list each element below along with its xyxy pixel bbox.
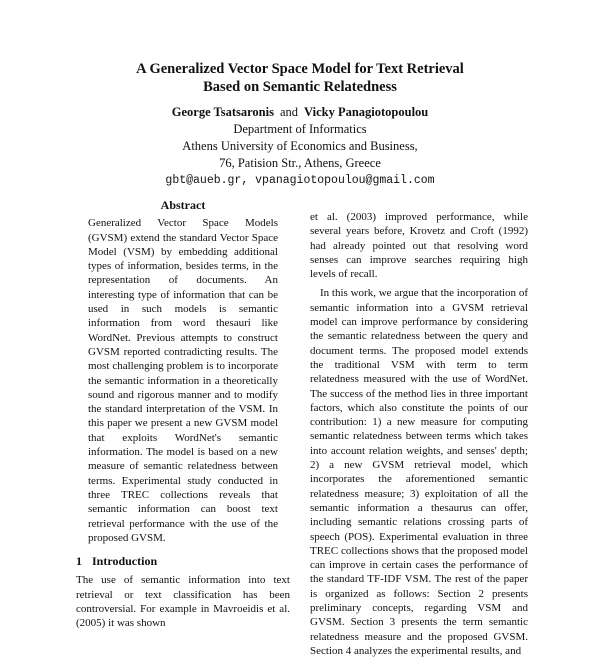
department: Department of Informatics [233, 122, 367, 136]
author-1: George Tsatsaronis [171, 105, 274, 119]
section-heading-introduction [76, 554, 290, 568]
left-column [76, 198, 290, 631]
title-line-2: Based on Semantic Relatedness [203, 79, 397, 95]
right-column [310, 210, 528, 658]
author-conjunction: and [279, 105, 299, 119]
introduction-section [76, 573, 290, 630]
paper-title [0, 60, 600, 96]
address: 76, Patision Str., Athens, Greece [219, 156, 381, 170]
abstract-body: Generalized Vector Space Models (GVSM) extend the standard Vector Space Model (VSM) by embedding additional types of information, besides terms, in the representation of documents. An interesting type of information that can be used in such models is semantic information from word thesauri like WordNet. Previous attempts to construct GVSM reported contradicting results. The most challenging problem is to incorporate the semantic information in a theoretically sound and rigorous manner and to modify the standard interpretation of the VSM. In this paper we present a new GVSM model that exploits WordNet's semantic information. The model is based on a new measure of semantic relatedness between terms. Experimental study conducted in three TREC collections reveals that semantic information can boost text retrieval performance with the use of the proposed GVSM. [88, 217, 278, 544]
section-number: 1 [76, 554, 82, 569]
abstract-heading: Abstract [160, 198, 206, 212]
section-title: Introduction [92, 554, 158, 569]
right-paragraph-1: et al. (2003) improved performance, while several years before, Krovetz and Croft (1992) had already pointed out that resolving word senses can improve searches requiring high levels of recall. [310, 211, 528, 281]
author-emails: gbt@aueb.gr, vpanagiotopoulou@gmail.com [165, 174, 435, 187]
author-block [0, 104, 600, 189]
right-paragraph-2: In this work, we argue that the incorporation of semantic information into a GVSM retrieval model can improve performance by considering the semantic relatedness between the query and document terms. The proposed model extends the traditional VSM with term to term relatedness measured with the use of WordNet. The success of the method lies in three important factors, which also constitute the points of our contribution: 1) a new measure for computing semantic relatedness between terms which takes into account relation weights, and senses' depth; 2) a new GVSM retrieval model, which incorporates the aforementioned semantic relatedness measure; 3) exploitation of all the semantic information a thesaurus can offer, including semantic relations crossing parts of speech (POS). Experimental evaluation in three TREC collections shows that the proposed model can improve in certain cases the performance of the standard TF-IDF VSM. The rest of the paper is organized as follows: Section 2 presents preliminary concepts, regarding VSM and GVSM. Section 3 presents the term semantic relatedness measure and the proposed GVSM. Section 4 analyzes the experimental results, and [310, 287, 528, 657]
university: Athens University of Economics and Business, [182, 139, 418, 153]
title-line-1: A Generalized Vector Space Model for Text Retrieval [136, 61, 464, 77]
author-2: Vicky Panagiotopoulou [304, 105, 429, 119]
intro-paragraph-1: The use of semantic information into text retrieval or text classification has been controversial. For example in Mavroeidis et al. (2005) it was shown [76, 574, 290, 630]
author-names [0, 104, 600, 121]
